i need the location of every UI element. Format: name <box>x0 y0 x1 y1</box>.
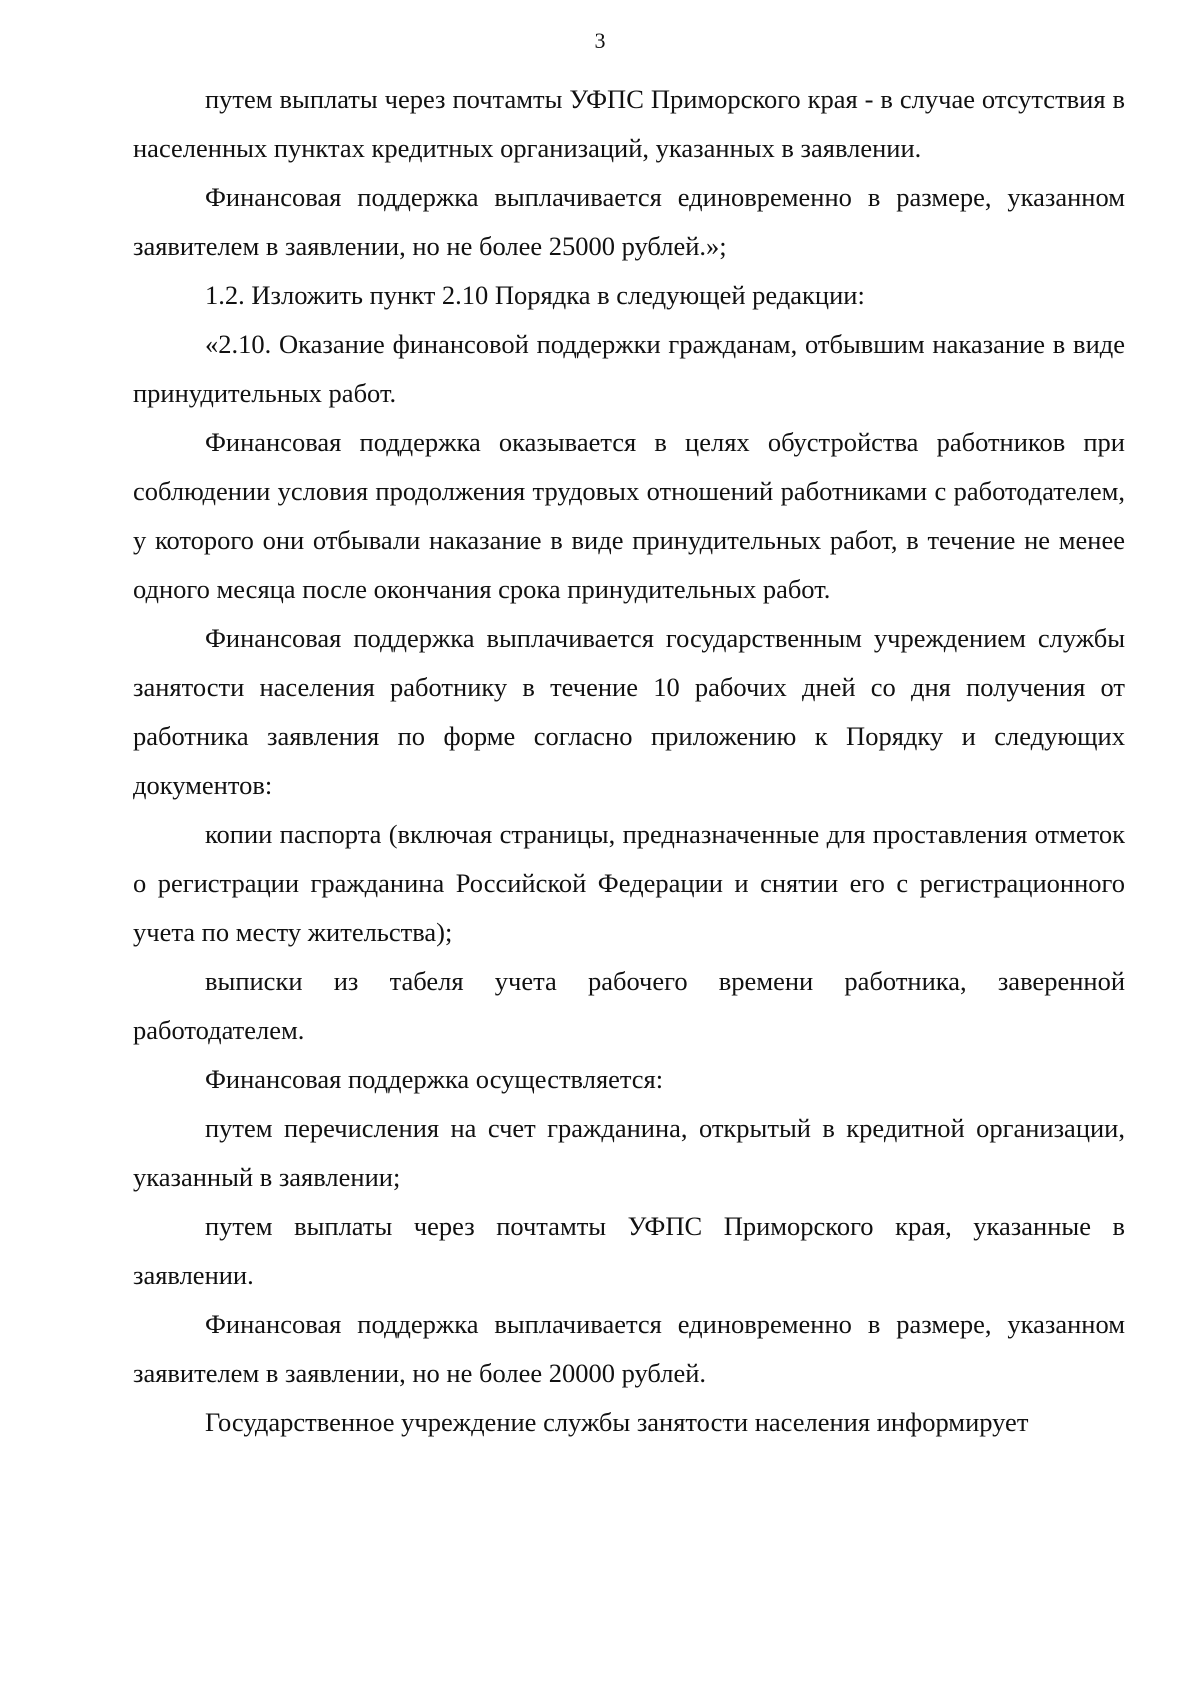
paragraph-passport-copies: копии паспорта (включая страницы, предназначенные для проставления отметок о регистрации гражданина Российской Федерации и снятии его с регистрационного учета по месту жительства); <box>133 819 1125 947</box>
paragraph-support-methods-intro: Финансовая поддержка осуществляется: <box>205 1064 664 1094</box>
document-body <box>133 75 1125 1447</box>
paragraph-employment-service-informs: Государственное учреждение службы занятости населения информирует <box>205 1407 1029 1437</box>
paragraph-postal-payment: путем выплаты через почтамты УФПС Приморского края, указанные в заявлении. <box>133 1211 1125 1290</box>
paragraph-amendment-1-2: 1.2. Изложить пункт 2.10 Порядка в следующей редакции: <box>205 280 865 310</box>
paragraph-payment-amount-20000: Финансовая поддержка выплачивается единовременно в размере, указанном заявителем в заявлении, но не более 20000 рублей. <box>133 1309 1125 1388</box>
page-number: 3 <box>594 28 606 53</box>
paragraph-postal-payment-clause: путем выплаты через почтамты УФПС Приморского края - в случае отсутствия в населенных пунктах кредитных организаций, указанных в заявлении. <box>133 84 1125 163</box>
paragraph-bank-transfer: путем перечисления на счет гражданина, открытый в кредитной организации, указанный в заявлении; <box>133 1113 1125 1192</box>
paragraph-timesheet-extract: выписки из табеля учета рабочего времени работника, заверенной работодателем. <box>133 966 1125 1045</box>
paragraph-support-conditions: Финансовая поддержка оказывается в целях обустройства работников при соблюдении условия продолжения трудовых отношений работниками с работодателем, у которого они отбывали наказание в виде принудительных работ, в течение не менее одного месяца после окончания срока принудительных работ. <box>133 427 1125 604</box>
paragraph-payment-procedure: Финансовая поддержка выплачивается государственным учреждением службы занятости населения работнику в течение 10 рабочих дней со дня получения от работника заявления по форме согласно приложению к Порядку и следующих документов: <box>133 623 1125 800</box>
paragraph-payment-amount-25000: Финансовая поддержка выплачивается единовременно в размере, указанном заявителем в заявлении, но не более 25000 рублей.»; <box>133 182 1125 261</box>
paragraph-section-2-10-heading: «2.10. Оказание финансовой поддержки гражданам, отбывшим наказание в виде принудительных работ. <box>133 329 1125 408</box>
